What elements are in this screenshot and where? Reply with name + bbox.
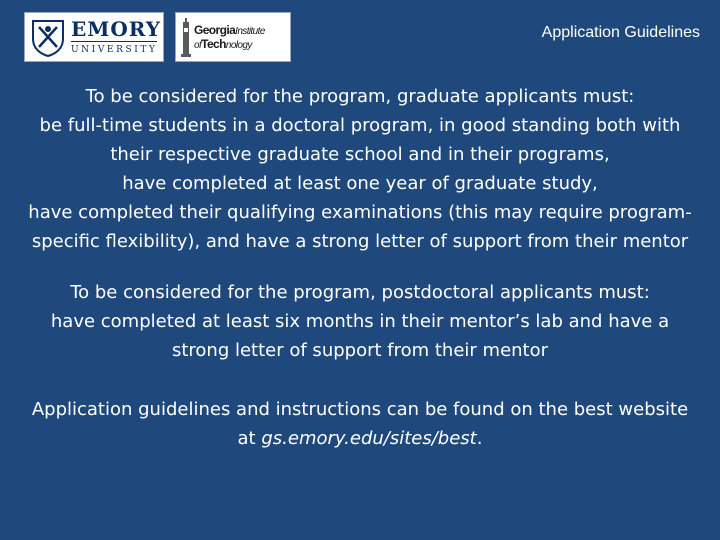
emory-subtitle: UNIVERSITY [71, 45, 158, 55]
guidelines-text: Application guidelines and instructions can be found on the best website at [31, 399, 689, 449]
page-title: Application Guidelines [541, 24, 700, 41]
gt-of-text: of [194, 40, 202, 51]
emory-wordmark: EMORY [71, 17, 162, 41]
postdoc-requirement: have completed at least six months in their mentor’s lab and have a strong letter of support from their mentor [50, 311, 670, 361]
guidelines-end: . [476, 428, 483, 449]
guidelines-body [0, 82, 720, 453]
graduate-requirement-2: have completed at least one year of graduate study, [122, 173, 598, 194]
emory-shield-icon [31, 19, 65, 57]
gt-wordmark-line2 [194, 37, 252, 53]
gt-institute-text: Institute [235, 26, 265, 37]
gt-georgia-text: Georgia [194, 23, 236, 37]
guidelines-paragraph [0, 395, 720, 453]
graduate-intro: To be considered for the program, graduate applicants must: [85, 86, 635, 107]
gt-tech-text: Tech [201, 37, 226, 51]
georgia-tech-logo [175, 12, 291, 62]
graduate-requirement-1: be full-time students in a doctoral program, in good standing both with their respective graduate school and in their programs, [39, 115, 681, 165]
postdoc-intro: To be considered for the program, postdoctoral applicants must: [70, 282, 650, 303]
graduate-requirement-3: have completed their qualifying examinations (this may require program-specific flexibility), and have a strong letter of support from their mentor [28, 202, 692, 252]
guidelines-url-link[interactable]: gs.emory.edu/sites/best [261, 428, 477, 449]
emory-divider [71, 41, 157, 42]
gt-nology-text: nology [225, 40, 252, 51]
emory-logo [24, 12, 164, 62]
tech-tower-icon [180, 18, 192, 58]
